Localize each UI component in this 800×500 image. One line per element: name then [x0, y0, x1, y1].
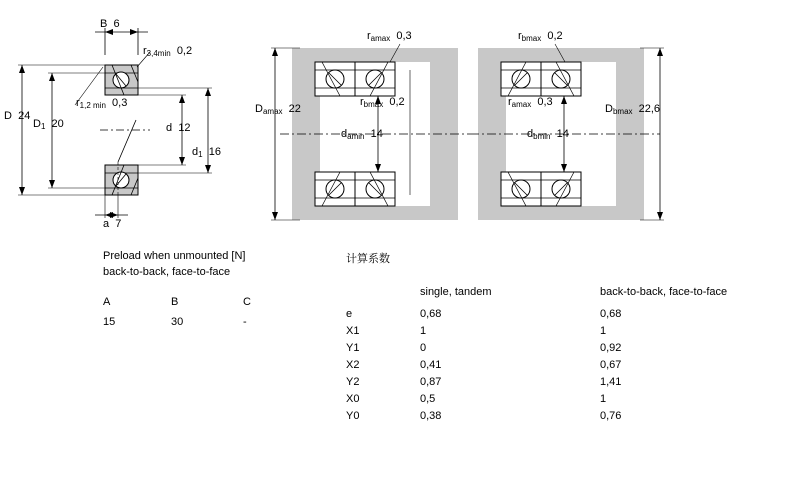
preload-table: [103, 250, 303, 336]
label-Damax: $D_{amax}$ 22: [255, 103, 301, 116]
preload-header-B: B: [171, 296, 179, 308]
factors-row-btb-0: 0,68: [600, 308, 622, 320]
factors-row-btb-1: 1: [600, 325, 607, 337]
preload-title: Preload when unmounted [N]: [103, 250, 246, 262]
preload-header-A: A: [103, 296, 111, 308]
label-damin: $d_{amin}$ 14: [341, 128, 383, 141]
factors-row-btb-3: 0,67: [600, 359, 622, 371]
factors-row-label-1: X1: [346, 325, 360, 337]
factors-row-label-6: Y0: [346, 410, 360, 422]
factors-row-single-3: 0,41: [420, 359, 442, 371]
factors-row-label-2: Y1: [346, 342, 360, 354]
label-r34min: $r_{3,4min}$ 0,2: [143, 45, 193, 58]
label-D: D 24: [4, 110, 31, 122]
factors-header-single: single, tandem: [420, 286, 492, 298]
factors-row-single-2: 0: [420, 342, 427, 354]
right-mounting-drawing: [260, 30, 780, 260]
label-rbmax-top: $r_{bmax}$ 0,2: [518, 30, 563, 43]
factors-row-single-6: 0,38: [420, 410, 442, 422]
label-dbmin: $d_{bmin}$ 14: [527, 128, 569, 141]
label-d: d 12: [166, 122, 191, 134]
factors-table: [346, 250, 786, 422]
factors-row-btb-5: 1: [600, 393, 607, 405]
preload-subtitle: back-to-back, face-to-face: [103, 266, 231, 278]
factors-row-single-0: 0,68: [420, 308, 442, 320]
label-a: a 7: [103, 218, 122, 230]
factors-row-single-1: 1: [420, 325, 427, 337]
factors-row-btb-4: 1,41: [600, 376, 622, 388]
factors-row-btb-6: 0,76: [600, 410, 622, 422]
factors-row-label-0: e: [346, 308, 353, 320]
label-d1: $d_1$ 16: [192, 146, 221, 159]
preload-value-C: -: [243, 316, 247, 328]
preload-value-B: 30: [171, 316, 184, 328]
factors-row-label-3: X2: [346, 359, 360, 371]
factors-header-btb: back-to-back, face-to-face: [600, 286, 728, 298]
factors-row-single-5: 0,5: [420, 393, 436, 405]
factors-row-btb-2: 0,92: [600, 342, 622, 354]
label-rbmax-mid: $r_{bmax}$ 0,2: [360, 96, 405, 109]
preload-header-C: C: [243, 296, 251, 308]
label-ramax-mid: $r_{amax}$ 0,3: [508, 96, 553, 109]
label-D1: $D_1$ 20: [33, 118, 64, 131]
factors-row-label-4: Y2: [346, 376, 360, 388]
factors-row-label-5: X0: [346, 393, 360, 405]
factors-title: 计算系数: [346, 253, 390, 265]
label-r12min: $r_{1,2 min}$ 0,3: [76, 97, 128, 110]
label-B: B 6: [100, 18, 120, 30]
preload-value-A: 15: [103, 316, 116, 328]
label-ramax-top: $r_{amax}$ 0,3: [367, 30, 412, 43]
label-Dbmax: $D_{bmax}$ 22,6: [605, 103, 661, 116]
factors-row-single-4: 0,87: [420, 376, 442, 388]
